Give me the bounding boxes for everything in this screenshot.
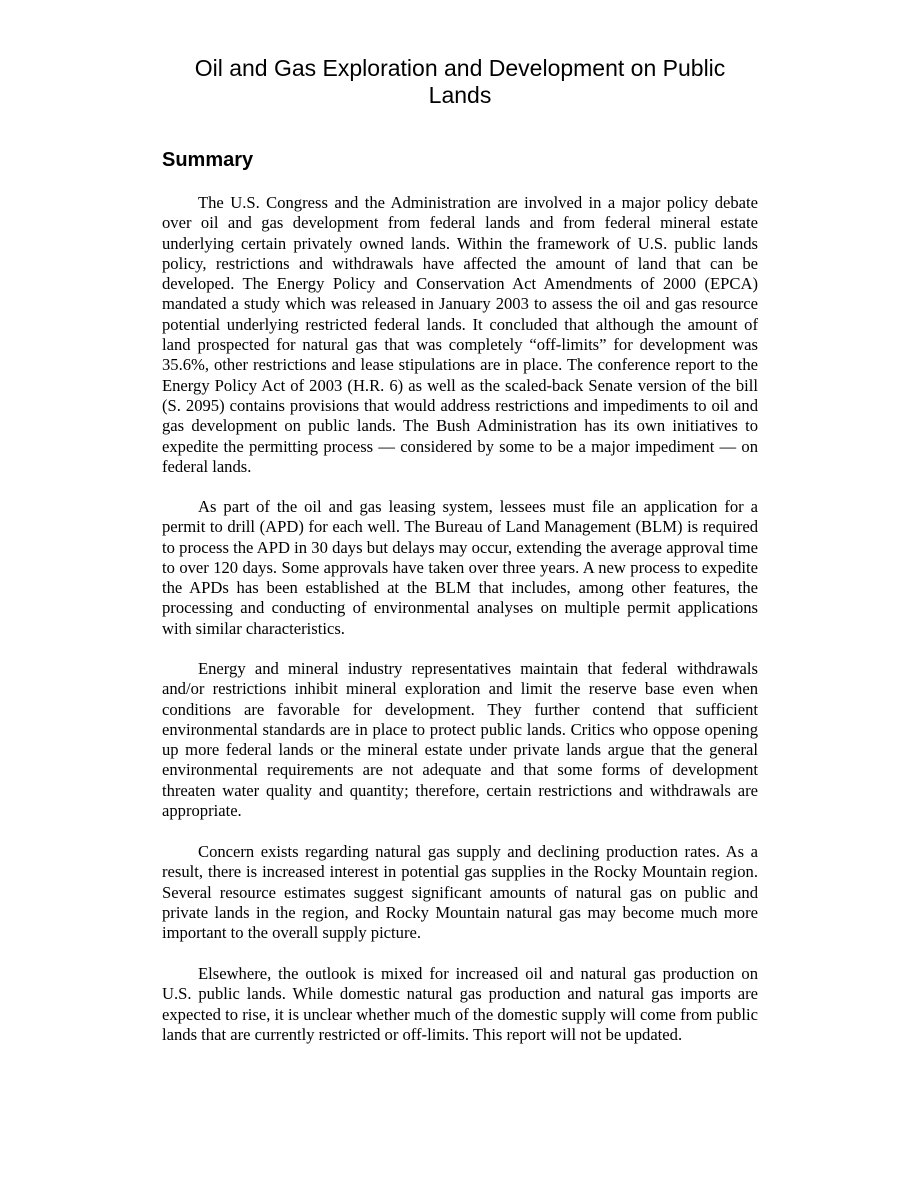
document-title: Oil and Gas Exploration and Development on Public Lands bbox=[194, 55, 726, 108]
summary-paragraph: The U.S. Congress and the Administration are involved in a major policy debate over oil and gas development from federal lands and from federal mineral estate underlying certain privately owned lands. Within the framework of U.S. public lands policy, restrictions and withdrawals have affected the amount of land that can be developed. The Energy Policy and Conservation Act Amendments of 2000 (EPCA) mandated a study which was released in January 2003 to assess the oil and gas resource potential underlying restricted federal lands. It concluded that although the amount of land prospected for natural gas that was completely “off-limits” for development was 35.6%, other restrictions and lease stipulations are in place. The conference report to the Energy Policy Act of 2003 (H.R. 6) as well as the scaled-back Senate version of the bill (S. 2095) contains provisions that would address restrictions and impediments to oil and gas development on public lands. The Bush Administration has its own initiatives to expedite the permitting process — considered by some to be a major impediment — on federal lands. bbox=[162, 193, 758, 476]
summary-paragraph: Energy and mineral industry representatives maintain that federal withdrawals and/or restrictions inhibit mineral exploration and limit the reserve base even when conditions are favorable for development. They further contend that sufficient environmental standards are in place to protect public lands. Critics who oppose opening up more federal lands or the mineral estate under private lands argue that the general environmental requirements are not adequate and that some forms of development threaten water quality and quantity; therefore, certain restrictions and withdrawals are appropriate. bbox=[162, 659, 758, 821]
summary-paragraph: Elsewhere, the outlook is mixed for increased oil and natural gas production on U.S. public lands. While domestic natural gas production and natural gas imports are expected to rise, it is unclear whether much of the domestic supply will come from public lands that are currently restricted or off-limits. This report will not be updated. bbox=[162, 964, 758, 1044]
summary-paragraph: Concern exists regarding natural gas supply and declining production rates. As a result, there is increased interest in potential gas supplies in the Rocky Mountain region. Several resource estimates suggest significant amounts of natural gas on public and private lands in the region, and Rocky Mountain natural gas may become much more important to the overall supply picture. bbox=[162, 842, 758, 943]
summary-heading: Summary bbox=[162, 149, 254, 171]
summary-paragraph: As part of the oil and gas leasing system, lessees must file an application for a permit to drill (APD) for each well. The Bureau of Land Management (BLM) is required to process the APD in 30 days but delays may occur, extending the average approval time to over 120 days. Some approvals have taken over three years. A new process to expedite the APDs has been established at the BLM that includes, among other features, the processing and conducting of environmental analyses on multiple permit applications with similar characteristics. bbox=[162, 497, 758, 638]
